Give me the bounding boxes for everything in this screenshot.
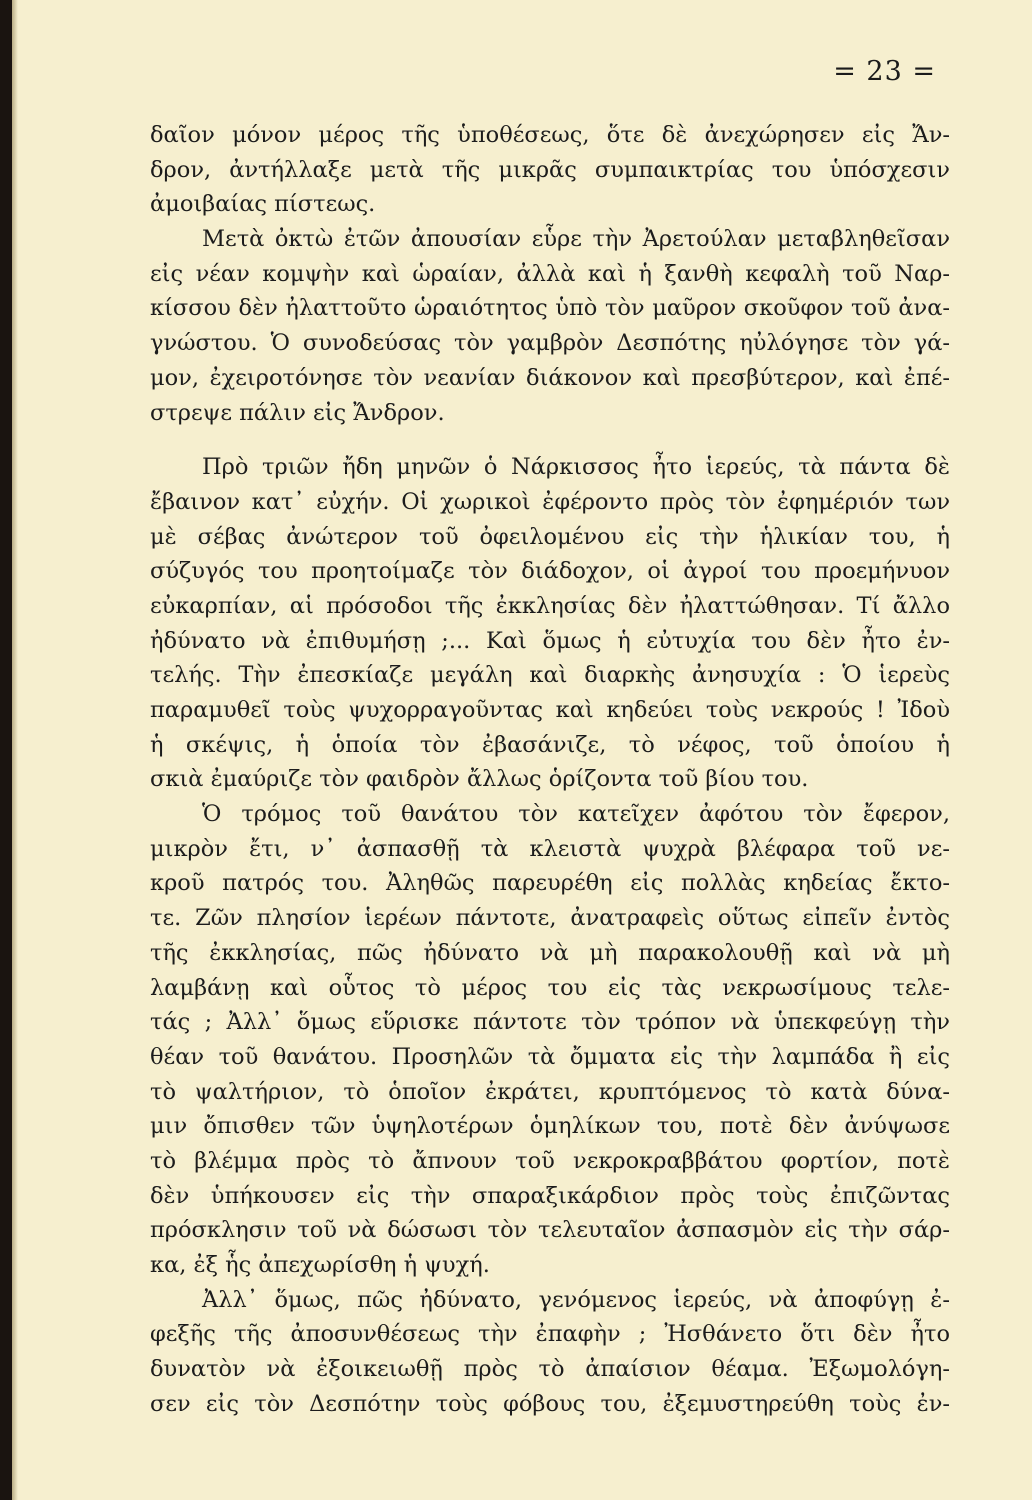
text-line: σύζυγός του προητοίμαζε τὸν διάδοχον, οἱ ἀγροί του προεμήνυον xyxy=(150,558,950,585)
text-line: μικρὸν ἔτι, ν᾽ ἀσπασθῇ τὰ κλειστὰ ψυχρὰ βλέφαρα τοῦ νε- xyxy=(150,835,950,862)
text-line: τῆς ἐκκλησίας, πῶς ἠδύνατο νὰ μὴ παρακολουθῇ καὶ νὰ μὴ xyxy=(150,939,950,966)
text-line: φεξῆς τῆς ἀποσυνθέσεως τὴν ἐπαφὴν ; Ἠσθάνετο ὅτι δὲν ἦτο xyxy=(150,1321,950,1348)
text-line: λαμβάνῃ καὶ οὗτος τὸ μέρος του εἰς τὰς νεκρωσίμους τελε- xyxy=(150,974,950,1001)
paragraph xyxy=(150,118,950,222)
text-line: μὲ σέβας ἀνώτερον τοῦ ὀφειλομένου εἰς τὴν ἡλικίαν του, ἡ xyxy=(150,523,950,550)
text-line: στρεψε πάλιν εἰς Ἄνδρον. xyxy=(150,399,445,426)
text-line: δυνατὸν νὰ ἐξοικειωθῇ πρὸς τὸ ἀπαίσιον θέαμα. Ἐξωμολόγη- xyxy=(150,1356,950,1383)
text-line: ἡ σκέψις, ἡ ὁποία τὸν ἐβασάνιζε, τὸ νέφος, τοῦ ὁποίου ἡ xyxy=(150,731,950,758)
text-line: Μετὰ ὀκτὼ ἐτῶν ἀπουσίαν εὗρε τὴν Ἀρετούλαν μεταβληθεῖσαν xyxy=(202,226,950,253)
text-line: τελής. Τὴν ἐπεσκίαζε μεγάλη καὶ διαρκὴς ἀνησυχία : Ὁ ἱερεὺς xyxy=(150,662,950,689)
page-edge-shadow xyxy=(12,0,18,1500)
text-line: δὲν ὑπήκουσεν εἰς τὴν σπαραξικάρδιον πρὸς τοὺς ἐπιζῶντας xyxy=(150,1182,950,1209)
book-page xyxy=(12,0,1032,1500)
text-line: σεν εἰς τὸν Δεσπότην τοὺς φόβους του, ἐξεμυστηρεύθη τοὺς ἐν- xyxy=(150,1390,950,1417)
text-line: τὸ ψαλτήριον, τὸ ὁποῖον ἐκράτει, κρυπτόμενος τὸ κατὰ δύνα- xyxy=(150,1078,950,1105)
text-line: δρον, ἀντήλλαξε μετὰ τῆς μικρᾶς συμπαικτρίας του ὑπόσχεσιν xyxy=(150,156,950,183)
body-text xyxy=(150,118,950,1421)
paragraph xyxy=(150,450,950,797)
text-line: θέαν τοῦ θανάτου. Προσηλῶν τὰ ὄμματα εἰς τὴν λαμπάδα ἢ εἰς xyxy=(150,1043,950,1070)
text-line: εὐκαρπίαν, αἱ πρόσοδοι τῆς ἐκκλησίας δὲν ἠλαττώθησαν. Τί ἄλλο xyxy=(150,592,950,619)
text-line: Πρὸ τριῶν ἤδη μηνῶν ὁ Νάρκισσος ἦτο ἱερεύς, τὰ πάντα δὲ xyxy=(202,454,950,481)
paragraph-gap xyxy=(150,430,950,450)
text-line: ἀμοιβαίας πίστεως. xyxy=(150,191,376,218)
paragraph xyxy=(150,797,950,1283)
text-line: παραμυθεῖ τοὺς ψυχορραγοῦντας καὶ κηδεύει τοὺς νεκρούς ! Ἰδοὺ xyxy=(150,697,950,723)
text-line: δαῖον μόνον μέρος τῆς ὑποθέσεως, ὅτε δὲ ἀνεχώρησεν εἰς Ἄν- xyxy=(150,122,950,148)
text-line: κίσσου δὲν ἠλαττοῦτο ὡραιότητος ὑπὸ τὸν μαῦρον σκοῦφον τοῦ ἀνα- xyxy=(150,295,950,322)
paragraph xyxy=(150,1283,950,1422)
text-line: ἠδύνατο νὰ ἐπιθυμήσῃ ;... Καὶ ὅμως ἡ εὐτυχία του δὲν ἦτο ἐν- xyxy=(150,627,950,654)
text-line: τάς ; Ἀλλ᾽ ὅμως εὕρισκε πάντοτε τὸν τρόπον νὰ ὑπεκφεύγῃ τὴν xyxy=(150,1009,950,1036)
text-line: τὸ βλέμμα πρὸς τὸ ἄπνουν τοῦ νεκροκραββάτου φορτίον, ποτὲ xyxy=(150,1147,950,1174)
text-line: μιν ὄπισθεν τῶν ὑψηλοτέρων ὁμηλίκων του, ποτὲ δὲν ἀνύψωσε xyxy=(150,1113,950,1140)
text-line: κα, ἐξ ἧς ἀπεχωρίσθη ἡ ψυχή. xyxy=(150,1252,490,1278)
text-line: πρόσκλησιν τοῦ νὰ δώσωσι τὸν τελευταῖον ἀσπασμὸν εἰς τὴν σάρ- xyxy=(150,1217,950,1244)
page-number: = 23 = xyxy=(833,56,936,87)
text-line: εἰς νέαν κομψὴν καὶ ὡραίαν, ἀλλὰ καὶ ἡ ξανθὴ κεφαλὴ τοῦ Ναρ- xyxy=(150,260,950,287)
text-line: κροῦ πατρός του. Ἀληθῶς παρευρέθη εἰς πολλὰς κηδείας ἔκτο- xyxy=(150,870,950,897)
text-line: τε. Ζῶν πλησίον ἱερέων πάντοτε, ἀνατραφεὶς οὕτως εἰπεῖν ἐντὸς xyxy=(150,905,950,932)
text-line: γνώστου. Ὁ συνοδεύσας τὸν γαμβρὸν Δεσπότης ηὐλόγησε τὸν γά- xyxy=(150,330,950,357)
text-line: σκιὰ ἐμαύριζε τὸν φαιδρὸν ἄλλως ὁρίζοντα τοῦ βίου του. xyxy=(150,766,809,793)
text-line: ἔβαινον κατ᾽ εὐχήν. Οἱ χωρικοὶ ἐφέροντο πρὸς τὸν ἐφημέριόν των xyxy=(150,488,950,515)
paragraph xyxy=(150,222,950,430)
text-line: Ἀλλ᾽ ὅμως, πῶς ἠδύνατο, γενόμενος ἱερεύς, νὰ ἀποφύγῃ ἐ- xyxy=(202,1286,950,1313)
text-line: μον, ἐχειροτόνησε τὸν νεανίαν διάκονον καὶ πρεσβύτερον, καὶ ἐπέ- xyxy=(150,364,950,391)
text-line: Ὁ τρόμος τοῦ θανάτου τὸν κατεῖχεν ἀφότου τὸν ἔφερον, xyxy=(202,801,950,828)
